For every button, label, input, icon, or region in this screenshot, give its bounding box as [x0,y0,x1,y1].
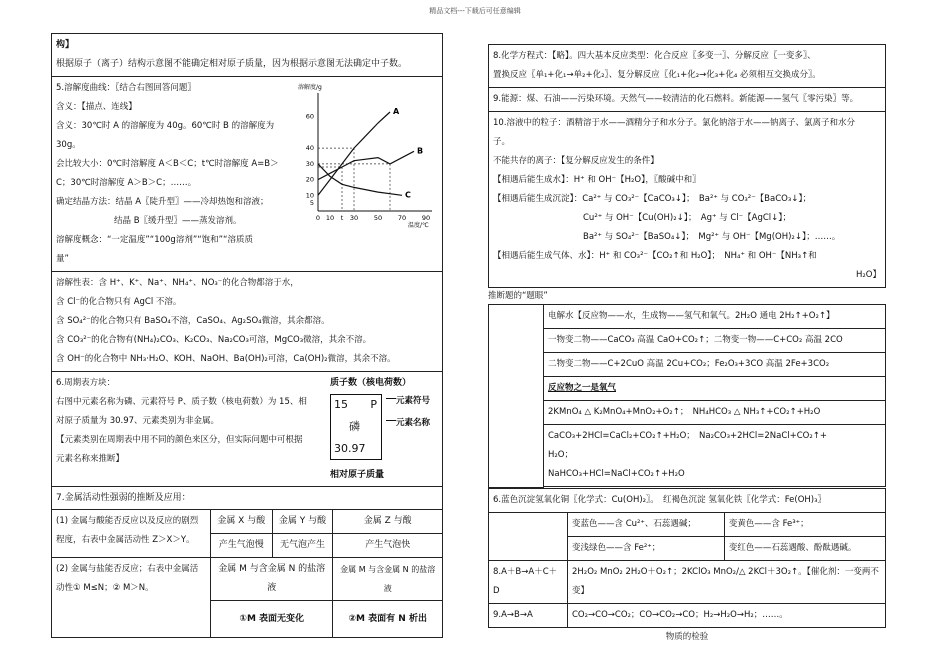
sol-line-3: 含 SO₄²⁻的化合物只有 BaSO₄不溶，CaSO₄、Ag₂SO₄微溶，其余都溶。 [56,316,330,326]
particle-line-5: 【相遇后能生成沉淀】：Ca²⁺ 与 CO₃²⁻【CaCO₃↓】； Ba²⁺ 与 CO₃²⁻【BaCO₃↓】； [493,194,812,204]
x-tick-label: 0 [315,214,321,222]
y-tick-label: 20 [305,175,314,184]
particle-line-4: 【相遇后能生成水】：H⁺ 和 OH⁻【H₂O】，〖酸碱中和〗 [493,175,701,185]
particle-line-3: 不能共存的离子：【复分解反应发生的条件】 [493,156,659,166]
pt-name: 磷 [349,420,360,433]
structure-text: 根据原子（离子）结构示意图不能确定相对原子质量，因为根据示意图无法确定中子数。 [56,59,408,69]
section-energy: 9.能源：煤、石油——污染环境。天然气——较清洁的化石燃料。新能源——氢气〖零污染〗等。 [489,88,886,112]
x-tick-label: t [340,214,344,222]
x-tick-label: 30 [349,214,359,222]
infer-row-2: 一物变二物——CaCO₃ 高温 CaO+CO₂↑；二物变一物——C+CO₂ 高温 2CO [544,329,886,353]
footer-label: 物质的检验 [665,631,709,642]
metal-x-header: 金属 X 与酸 [211,510,273,534]
y-tick-label: 40 [305,144,314,153]
x-tick-label: 70 [397,214,407,222]
eq-line-2: 置换反应〖单₁+化₁→单₂+化₂〗、复分解反应〖化₁+化₂→化₃+化₄ 必须相互交换成分〗。 [493,70,821,80]
section-solubility-curve [52,77,443,272]
element-box [330,394,382,460]
metal-salt-header-2: 金属 M 与含金属 N 的盐溶液 [333,558,443,601]
metal-title: 7.金属活动性强弱的推断及应用： [56,493,191,503]
particle-line-9: H₂O】 [856,270,881,280]
x-axis-label: 温度/℃ [408,222,429,229]
curve-line-4: 会比较大小：0℃时溶解度 A＜B＜C；t℃时溶解度 A=B＞ [56,159,279,169]
x-tick-label: 50 [373,214,383,222]
infer-row-6c: NaHCO₃+HCl=NaCl+CO₂↑+H₂O [548,469,685,479]
pt-sym-pointer [386,398,396,399]
series-label-B: B [417,146,424,156]
metal-y-header: 金属 Y 与酸 [272,510,333,534]
x-tick-label: 10 [325,214,335,222]
color-blank-col [489,512,568,560]
infer-row-1: 电解水【反应物——水，生成物——氢气和氧气。2H₂O 通电 2H₂↑+O₂↑】 [544,305,886,329]
eq-line-1: 8.化学方程式：【略】。四大基本反应类型：化合反应〖多变一〗、分解反应〖一变多〗、 [493,51,816,61]
infer-blank-col [489,305,544,488]
metal-x-value: 产生气泡慢 [211,534,273,558]
pt-line-2: 对原子质量为 30.97、元素类别为非金属。 [56,416,220,426]
particle-line-2: 子。 [493,137,511,147]
particle-line-1: 10.溶液中的粒子：酒精溶于水——酒精分子和水分子。氯化钠溶于水——钠离子、氯离子和水分 [493,118,856,128]
pt-name-pointer [386,420,396,421]
structure-title: 构】 [56,40,75,50]
metal-salt-value-2: ②M 表面有 N 析出 [333,601,443,638]
curve-line-9: 量” [56,254,69,264]
y-tick-label: 30 [305,159,314,168]
curve-line-7: 结晶 B〖缓升型〗——蒸发溶剂。 [114,216,242,226]
catalyst-left: 8.A＋B→A＋C＋D [489,560,568,603]
y-axis-label: 溶解度/g [298,84,322,91]
infer-row-3: 二物变二物——C+2CuO 高温 2Cu+CO₂；Fe₂O₃+3CO 高温 2Fe+3CO₂ [544,353,886,377]
curve-line-8: 溶解度概念：“一定温度”“100g溶剂”“饱和”“溶质质 [56,235,253,245]
infer-title: 推断题的“题眼” [488,291,548,301]
solubility-chart [296,83,440,233]
color-blue: 变蓝色——含 Cu²⁺、石蕊遇碱； [568,512,725,536]
section-periodic-square [52,372,443,487]
particle-line-8: 【相遇后能生成气体、水】：H⁺ 和 CO₃²⁻【CO₂↑和 H₂O】； NH₄⁺ 和 OH⁻【NH₃↑和 [493,251,817,261]
y-tick-label: 10 [305,191,314,200]
element-square-figure [324,374,442,484]
pt-line-4: 元素名称来推断】 [56,454,125,464]
pt-bottom-label: 相对原子质量 [330,470,385,480]
left-column [51,33,443,638]
pt-sym: P [370,398,377,411]
series-label-C: C [405,190,411,200]
right-table-top [488,44,886,288]
series-line-B [318,151,414,179]
cycle-right: CO₂→CO→CO₂；CO→CO₂→CO；H₂→H₂O→H₂；……。 [568,603,886,627]
pt-sym-label: 元素符号 [396,396,431,406]
sol-line-1: 溶解性表：含 H⁺、K⁺、Na⁺、NH₄⁺、NO₃⁻的化合物都溶于水， [56,278,299,288]
color-lightgreen: 变浅绿色——含 Fe²⁺； [568,536,725,560]
pt-name-label: 元素名称 [396,418,431,428]
y-tick-label: 60 [305,112,314,121]
pt-mass: 30.97 [334,442,366,455]
section-solubility-table [52,272,443,372]
series-label-A: A [393,107,400,116]
metal-salt-desc: (2) 金属与盐能否反应；右表中金属活动性① M≤N；② M＞N。 [52,558,211,638]
pt-line-3: 【元素类别在周期表中用不同的颜色来区分，但实际问题中可根据 [56,435,303,445]
curve-line-2: 含义：30℃时 A 的溶解度为 40g。60℃时 B 的溶解度为 [56,121,275,131]
page-header: 精品文档---下载后可任意编辑 [429,7,521,15]
metal-y-value: 无气泡产生 [272,534,333,558]
section-particles [489,112,886,288]
infer-row-6b: H₂O； [548,450,573,460]
y-tick-label: 5 [309,199,314,208]
particle-line-7: Ba²⁺ 与 SO₄²⁻【BaSO₄↓】； Mg²⁺ 与 OH⁻【Mg(OH)₂↓】；……。 [583,232,841,242]
catalyst-right: 2H₂O₂ MnO₂ 2H₂O＋O₂↑；2KClO₃ MnO₂/△ 2KCl＋3O₂↑。【催化剂：一变两不变】 [568,560,886,603]
sol-line-5: 含 OH⁻的化合物中 NH₃·H₂O、KOH、NaOH、Ba(OH)₂可溶，Ca(OH)₂微溶，其余不溶。 [56,354,396,364]
right-column [488,44,886,646]
sol-line-4: 含 CO₃²⁻的化合物有(NH₄)₂CO₃、K₂CO₃、Na₂CO₃可溶，MgCO₃微溶，其余不溶。 [56,335,372,345]
pt-title: 6.周期表方块： [56,378,116,388]
section-structure [52,34,443,77]
left-table [51,33,443,638]
pt-num: 15 [334,398,348,411]
right-table-bottom [488,488,886,628]
metal-salt-value-1: ①M 表面无变化 [211,601,333,638]
pt-line-1: 右图中元素名称为磷、元素符号 P、质子数（核电荷数）为 15、相 [56,397,307,407]
infer-row-5: 2KMnO₄ △ K₂MnO₄+MnO₂+O₂↑； NH₄HCO₃ △ NH₃↑+CO₂↑+H₂O [544,401,886,425]
color-red: 变红色——石蕊遇酸、酚酞遇碱。 [724,536,885,560]
infer-row-6a: CaCO₃+2HCl=CaCl₂+CO₂↑+H₂O； Na₂CO₃+2HCl=2NaCl+CO₂↑+ [548,431,828,441]
curve-line-6: 确定结晶方法：结晶 A〖陡升型〗——冷却热饱和溶液； [56,197,269,207]
section-equations [489,45,886,88]
curve-title: 5.溶解度曲线：〖结合右图回答问题〗 [56,83,196,93]
particle-line-6: Cu²⁺ 与 OH⁻【Cu(OH)₂↓】； Ag⁺ 与 Cl⁻【AgCl↓】； [583,213,792,223]
cycle-left: 9.A→B→A [489,603,568,627]
curve-line-3: 30g。 [56,140,81,150]
x-tick-label: 90 [421,214,431,222]
section-metal-activity [52,487,443,638]
metal-table [51,509,443,638]
precipitate-row: 6.蓝色沉淀氢氧化铜〖化学式：Cu(OH)₂〗。 红褐色沉淀 氢氧化铁〖化学式：Fe(OH)₃〗 [489,488,886,512]
infer-row-4: 反应物之一是氧气 [544,377,886,401]
metal-acid-desc: (1) 金属与酸能否反应以及反应的剧烈程度，右表中金属活动性 Z＞X＞Y。 [52,510,211,558]
metal-z-value: 产生气泡快 [333,534,443,558]
metal-salt-header-1: 金属 M 与含金属 N 的盐溶液 [211,558,333,601]
curve-line-1: 含义：【描点、连线】 [56,102,137,112]
infer-row-6 [544,425,886,487]
right-table-infer [488,304,886,488]
sol-line-2: 含 Cl⁻的化合物只有 AgCl 不溶。 [56,297,182,307]
metal-z-header: 金属 Z 与酸 [333,510,443,534]
color-yellow: 变黄色——含 Fe³⁺； [724,512,885,536]
curve-line-5: C；30℃时溶解度 A＞B＞C；……。 [56,178,197,188]
pt-top-label: 质子数（核电荷数） [330,378,412,388]
